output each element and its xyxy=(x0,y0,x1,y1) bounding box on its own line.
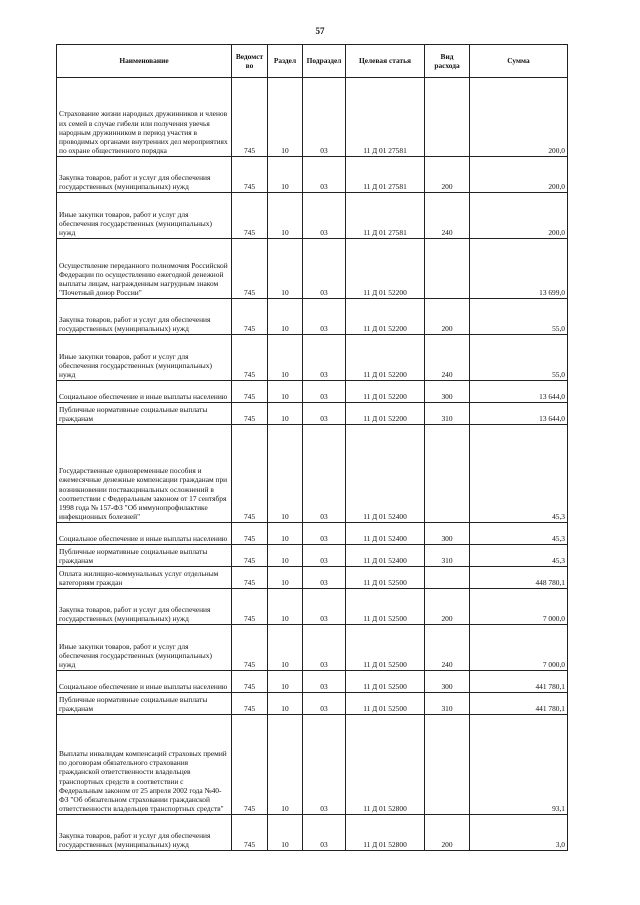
cell-department: 745 xyxy=(232,815,268,851)
cell-department: 745 xyxy=(232,239,268,299)
cell-target-article: 11 Д 01 52400 xyxy=(346,523,425,545)
cell-amount: 441 780,1 xyxy=(470,671,568,693)
cell-department: 745 xyxy=(232,335,268,381)
cell-subsection: 03 xyxy=(303,567,346,589)
cell-subsection: 03 xyxy=(303,157,346,193)
cell-expense-type: 300 xyxy=(425,523,470,545)
cell-amount: 7 000,0 xyxy=(470,589,568,625)
cell-target-article: 11 Д 01 52400 xyxy=(346,545,425,567)
cell-target-article: 11 Д 01 27581 xyxy=(346,193,425,239)
cell-department: 745 xyxy=(232,671,268,693)
cell-section: 10 xyxy=(268,671,303,693)
cell-section: 10 xyxy=(268,381,303,403)
cell-section: 10 xyxy=(268,299,303,335)
table-row xyxy=(57,693,568,715)
cell-subsection: 03 xyxy=(303,335,346,381)
cell-subsection: 03 xyxy=(303,671,346,693)
cell-subsection: 03 xyxy=(303,299,346,335)
cell-expense-type: 200 xyxy=(425,299,470,335)
cell-section: 10 xyxy=(268,78,303,157)
cell-expense-type: 310 xyxy=(425,403,470,425)
header-name: Наименование xyxy=(57,45,232,78)
cell-section: 10 xyxy=(268,523,303,545)
cell-expense-type: 240 xyxy=(425,335,470,381)
table-row xyxy=(57,157,568,193)
cell-expense-type xyxy=(425,715,470,815)
cell-department: 745 xyxy=(232,545,268,567)
header-expense-type: Вид расхода xyxy=(425,45,470,78)
table-row xyxy=(57,567,568,589)
cell-amount: 13 644,0 xyxy=(470,403,568,425)
cell-department: 745 xyxy=(232,157,268,193)
cell-name: Закупка товаров, работ и услуг для обеспечения государственных (муниципальных) нужд xyxy=(57,589,232,625)
cell-target-article: 11 Д 01 52500 xyxy=(346,625,425,671)
cell-target-article: 11 Д 01 52200 xyxy=(346,299,425,335)
budget-table xyxy=(56,44,568,851)
cell-section: 10 xyxy=(268,239,303,299)
cell-section: 10 xyxy=(268,193,303,239)
header-target-article: Целевая статья xyxy=(346,45,425,78)
cell-subsection: 03 xyxy=(303,381,346,403)
cell-name: Публичные нормативные социальные выплаты гражданам xyxy=(57,693,232,715)
cell-amount: 13 644,0 xyxy=(470,381,568,403)
cell-expense-type: 240 xyxy=(425,193,470,239)
cell-name: Публичные нормативные социальные выплаты гражданам xyxy=(57,403,232,425)
cell-expense-type: 300 xyxy=(425,671,470,693)
cell-department: 745 xyxy=(232,567,268,589)
cell-section: 10 xyxy=(268,815,303,851)
header-amount: Сумма xyxy=(470,45,568,78)
header-subsection: Подраздел xyxy=(303,45,346,78)
table-row xyxy=(57,589,568,625)
cell-amount: 7 000,0 xyxy=(470,625,568,671)
cell-subsection: 03 xyxy=(303,239,346,299)
cell-section: 10 xyxy=(268,567,303,589)
cell-subsection: 03 xyxy=(303,523,346,545)
cell-department: 745 xyxy=(232,589,268,625)
cell-expense-type xyxy=(425,78,470,157)
cell-expense-type: 310 xyxy=(425,545,470,567)
cell-section: 10 xyxy=(268,157,303,193)
page-number: 57 xyxy=(315,26,325,36)
cell-name: Социальное обеспечение и иные выплаты населению xyxy=(57,671,232,693)
cell-expense-type: 200 xyxy=(425,157,470,193)
cell-target-article: 11 Д 01 27581 xyxy=(346,157,425,193)
cell-target-article: 11 Д 01 52200 xyxy=(346,335,425,381)
cell-section: 10 xyxy=(268,693,303,715)
table-row xyxy=(57,425,568,523)
cell-department: 745 xyxy=(232,403,268,425)
cell-section: 10 xyxy=(268,335,303,381)
table-row xyxy=(57,299,568,335)
cell-target-article: 11 Д 01 52800 xyxy=(346,815,425,851)
cell-subsection: 03 xyxy=(303,715,346,815)
cell-subsection: 03 xyxy=(303,815,346,851)
cell-target-article: 11 Д 01 52500 xyxy=(346,567,425,589)
header-department: Ведомст во xyxy=(232,45,268,78)
cell-target-article: 11 Д 01 27581 xyxy=(346,78,425,157)
cell-expense-type: 200 xyxy=(425,589,470,625)
table-row xyxy=(57,335,568,381)
cell-target-article: 11 Д 01 52200 xyxy=(346,239,425,299)
cell-department: 745 xyxy=(232,193,268,239)
cell-department: 745 xyxy=(232,381,268,403)
cell-target-article: 11 Д 01 52200 xyxy=(346,403,425,425)
cell-department: 745 xyxy=(232,693,268,715)
cell-name: Закупка товаров, работ и услуг для обеспечения государственных (муниципальных) нужд xyxy=(57,157,232,193)
cell-name: Закупка товаров, работ и услуг для обеспечения государственных (муниципальных) нужд xyxy=(57,299,232,335)
cell-expense-type: 310 xyxy=(425,693,470,715)
cell-section: 10 xyxy=(268,403,303,425)
cell-amount: 200,0 xyxy=(470,78,568,157)
cell-target-article: 11 Д 01 52400 xyxy=(346,425,425,523)
table-row xyxy=(57,78,568,157)
cell-department: 745 xyxy=(232,625,268,671)
cell-name: Социальное обеспечение и иные выплаты населению xyxy=(57,381,232,403)
cell-amount: 45,3 xyxy=(470,523,568,545)
cell-amount: 93,1 xyxy=(470,715,568,815)
cell-amount: 3,0 xyxy=(470,815,568,851)
header-section: Раздел xyxy=(268,45,303,78)
cell-amount: 441 780,1 xyxy=(470,693,568,715)
cell-amount: 448 780,1 xyxy=(470,567,568,589)
cell-department: 745 xyxy=(232,299,268,335)
table-row xyxy=(57,671,568,693)
cell-name: Иные закупки товаров, работ и услуг для обеспечения государственных (муниципальных) нужд xyxy=(57,335,232,381)
cell-expense-type: 240 xyxy=(425,625,470,671)
cell-section: 10 xyxy=(268,625,303,671)
cell-amount: 45,3 xyxy=(470,425,568,523)
cell-name: Иные закупки товаров, работ и услуг для обеспечения государственных (муниципальных) нужд xyxy=(57,193,232,239)
cell-subsection: 03 xyxy=(303,403,346,425)
cell-name: Выплаты инвалидам компенсаций страховых премий по договорам обязательного страхования гражданской ответственности владельцев транспортных средств в соответствии с Федеральным законом от 25 апреля 2002 года №40-ФЗ "Об обязательном страховании гражданской ответственности владельцев транспортных средств" xyxy=(57,715,232,815)
cell-target-article: 11 Д 01 52800 xyxy=(346,715,425,815)
cell-expense-type xyxy=(425,567,470,589)
cell-subsection: 03 xyxy=(303,78,346,157)
cell-expense-type: 300 xyxy=(425,381,470,403)
cell-amount: 55,0 xyxy=(470,335,568,381)
table-row xyxy=(57,625,568,671)
cell-amount: 200,0 xyxy=(470,193,568,239)
cell-section: 10 xyxy=(268,589,303,625)
table-body xyxy=(57,78,568,851)
cell-subsection: 03 xyxy=(303,545,346,567)
table-row xyxy=(57,239,568,299)
table-row xyxy=(57,193,568,239)
cell-amount: 13 699,0 xyxy=(470,239,568,299)
cell-subsection: 03 xyxy=(303,693,346,715)
cell-name: Оплата жилищно-коммунальных услуг отдельным категориям граждан xyxy=(57,567,232,589)
cell-amount: 55,0 xyxy=(470,299,568,335)
cell-subsection: 03 xyxy=(303,425,346,523)
table-row xyxy=(57,545,568,567)
cell-amount: 45,3 xyxy=(470,545,568,567)
cell-expense-type xyxy=(425,239,470,299)
cell-expense-type xyxy=(425,425,470,523)
table-row xyxy=(57,815,568,851)
cell-subsection: 03 xyxy=(303,193,346,239)
cell-target-article: 11 Д 01 52500 xyxy=(346,693,425,715)
cell-subsection: 03 xyxy=(303,589,346,625)
cell-target-article: 11 Д 01 52200 xyxy=(346,381,425,403)
cell-subsection: 03 xyxy=(303,625,346,671)
cell-expense-type: 200 xyxy=(425,815,470,851)
cell-name: Иные закупки товаров, работ и услуг для обеспечения государственных (муниципальных) нужд xyxy=(57,625,232,671)
cell-department: 745 xyxy=(232,715,268,815)
cell-target-article: 11 Д 01 52500 xyxy=(346,671,425,693)
cell-name: Страхование жизни народных дружинников и членов их семей в случае гибели или получения увечья народным дружинником в период участия в проводимых органами внутренних дел мероприятиях по охране общественного порядка xyxy=(57,78,232,157)
cell-department: 745 xyxy=(232,425,268,523)
table-row xyxy=(57,381,568,403)
cell-section: 10 xyxy=(268,425,303,523)
header-row xyxy=(57,45,568,78)
cell-name: Государственные единовременные пособия и ежемесячные денежные компенсации гражданам при возникновении поствакцинальных осложнений в соответствии с Федеральным законом от 17 сентября 1998 года № 157-ФЗ "Об иммунопрофилактике инфекционных болезней" xyxy=(57,425,232,523)
cell-name: Публичные нормативные социальные выплаты гражданам xyxy=(57,545,232,567)
cell-name: Социальное обеспечение и иные выплаты населению xyxy=(57,523,232,545)
cell-amount: 200,0 xyxy=(470,157,568,193)
cell-department: 745 xyxy=(232,523,268,545)
cell-department: 745 xyxy=(232,78,268,157)
table-row xyxy=(57,715,568,815)
cell-section: 10 xyxy=(268,545,303,567)
table-row xyxy=(57,403,568,425)
cell-name: Осуществление переданного полномочия Российской Федерации по осуществлению ежегодной денежной выплаты лицам, награжденным нагрудным знаком "Почетный донор России" xyxy=(57,239,232,299)
cell-name: Закупка товаров, работ и услуг для обеспечения государственных (муниципальных) нужд xyxy=(57,815,232,851)
table-row xyxy=(57,523,568,545)
cell-target-article: 11 Д 01 52500 xyxy=(346,589,425,625)
cell-section: 10 xyxy=(268,715,303,815)
